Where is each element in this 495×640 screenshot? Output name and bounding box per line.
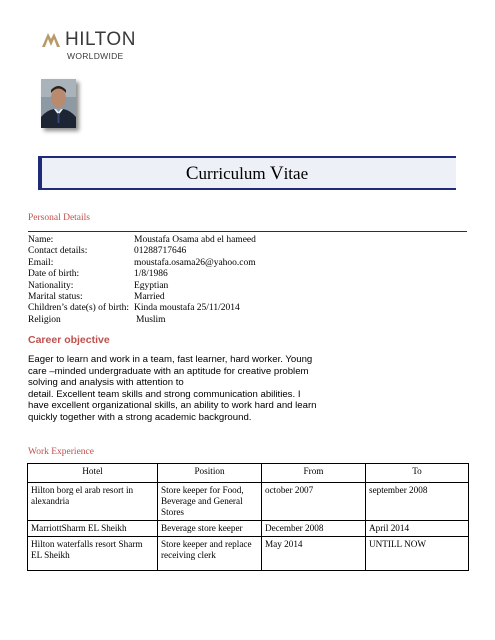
- detail-value: Kinda moustafa 25/11/2014: [134, 303, 240, 314]
- cell-from: october 2007: [262, 483, 366, 521]
- profile-photo: [41, 79, 76, 128]
- title-part-1: urriculum: [198, 164, 270, 183]
- detail-value: Egyptian: [134, 280, 169, 291]
- table-row: [28, 521, 469, 537]
- work-experience-heading: Work Experience: [28, 447, 94, 457]
- title-rule: [38, 189, 456, 190]
- title-part-2: itae: [283, 164, 309, 183]
- page-title: [38, 163, 456, 185]
- cell-to: UNTILL NOW: [366, 537, 469, 571]
- cell-hotel: Hilton borg el arab resort in alexandria: [28, 483, 158, 521]
- career-objective-heading: Career objective: [28, 334, 110, 346]
- cell-position: Beverage store keeper: [158, 521, 262, 537]
- table-row: [28, 483, 469, 521]
- detail-value: 1/8/1986: [134, 269, 168, 280]
- column-header-position: Position: [158, 464, 262, 483]
- cell-from: May 2014: [262, 537, 366, 571]
- detail-label: Religion: [28, 314, 61, 325]
- cell-from: December 2008: [262, 521, 366, 537]
- cell-position: Store keeper and replace receiving clerk: [158, 537, 262, 571]
- career-line: Eager to learn and work in a team, fast learner, hard worker. Young: [28, 354, 313, 365]
- detail-label: Nationality:: [28, 280, 74, 291]
- detail-label: Contact details:: [28, 246, 88, 257]
- career-objective-text: [28, 354, 458, 424]
- career-line: quickly together with a strong academic background.: [28, 411, 252, 423]
- personal-details-rule: [28, 231, 467, 232]
- detail-label: Marital status:: [28, 291, 83, 302]
- column-header-from: From: [262, 464, 366, 483]
- table-header-row: [28, 464, 469, 483]
- detail-label: Email:: [28, 257, 54, 268]
- detail-label: Children’s date(s) of birth:: [28, 303, 130, 314]
- cell-hotel: Hilton waterfalls resort Sharm EL Sheikh: [28, 537, 158, 571]
- hilton-logo: [40, 27, 150, 63]
- column-header-hotel: Hotel: [28, 464, 158, 483]
- detail-label: Name:: [28, 235, 54, 245]
- email-link[interactable]: moustafa.osama26@yahoo.com: [134, 257, 256, 268]
- detail-label: Date of birth:: [28, 269, 80, 280]
- title-initial-v: V: [269, 163, 284, 184]
- career-line: have excellent organizational skills, an ability to work hard and learn: [28, 400, 317, 412]
- detail-value: Married: [134, 291, 165, 302]
- detail-value: Muslim: [136, 314, 166, 325]
- hilton-mark-icon: [40, 29, 62, 51]
- title-banner: [38, 156, 456, 189]
- cell-to: september 2008: [366, 483, 469, 521]
- column-header-to: To: [366, 464, 469, 483]
- logo-subtext: WORLDWIDE: [67, 51, 124, 61]
- career-line: detail. Excellent team skills and strong communication abilities. I: [28, 388, 301, 400]
- personal-details-heading: Personal Details: [28, 213, 91, 223]
- table-row: [28, 537, 469, 571]
- title-initial-c: C: [185, 163, 199, 184]
- cell-to: April 2014: [366, 521, 469, 537]
- career-line: solving and analysis with attention to: [28, 377, 184, 389]
- detail-value: Moustafa Osama abd el hameed: [134, 235, 256, 245]
- cell-hotel: MarriottSharm EL Sheikh: [28, 521, 158, 537]
- logo-wordmark: HILTON: [65, 29, 136, 50]
- detail-value: 01288717646: [134, 246, 187, 257]
- career-line: care –minded undergraduate with an aptitude for creative problem: [28, 365, 309, 377]
- work-experience-table: [27, 463, 469, 571]
- cell-position: Store keeper for Food, Beverage and General Stores: [158, 483, 262, 521]
